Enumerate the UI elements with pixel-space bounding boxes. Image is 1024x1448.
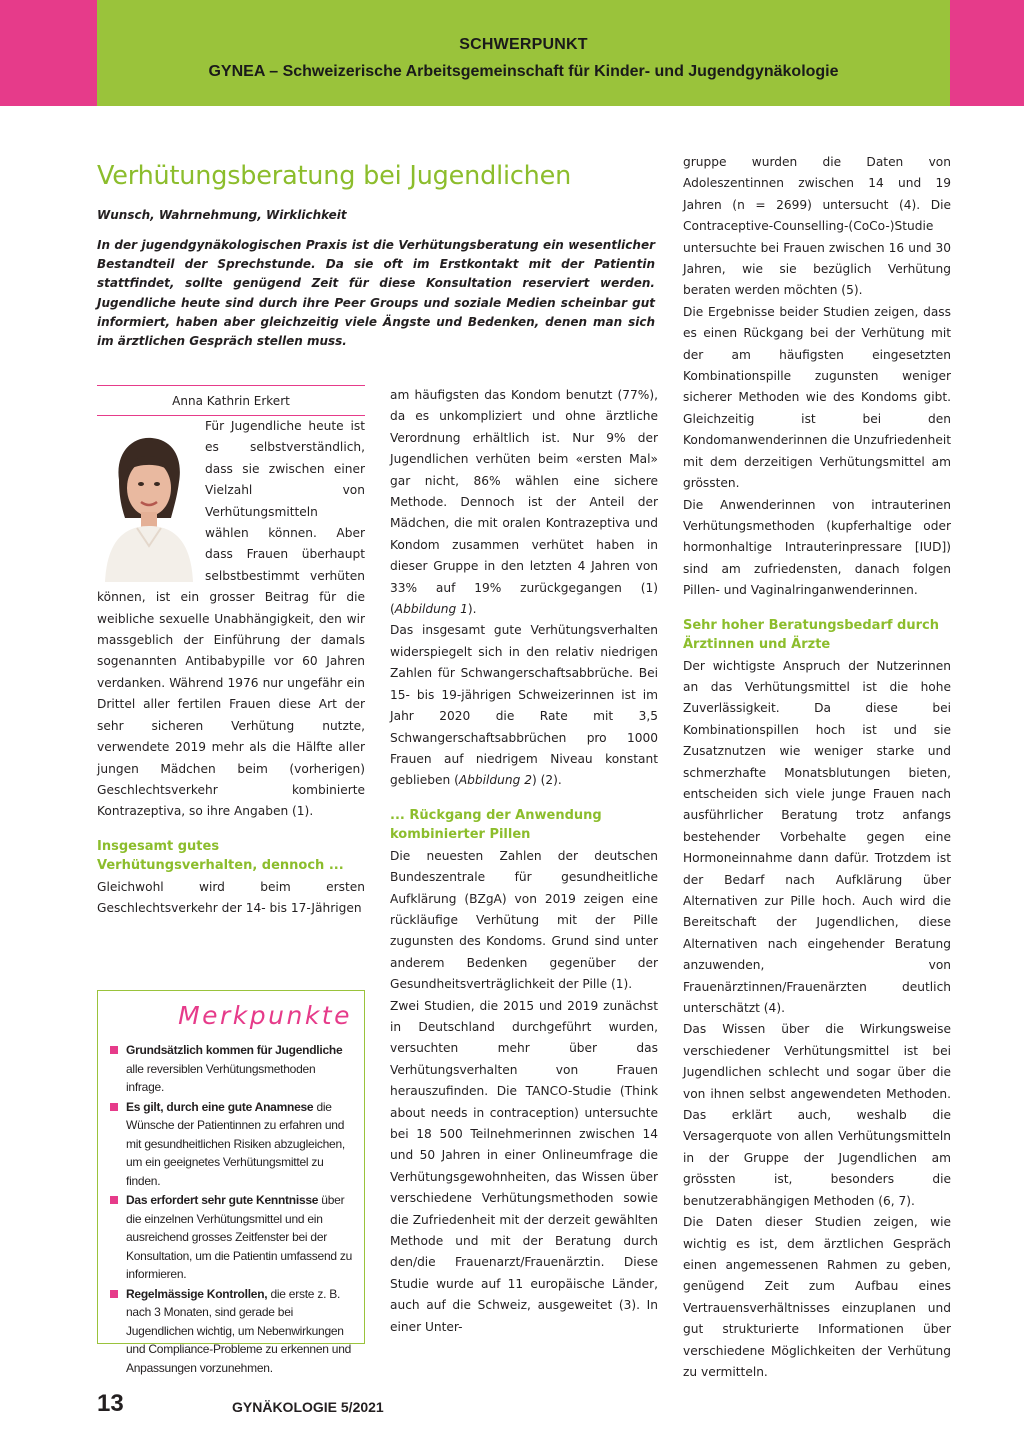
key-point-item [110,1191,354,1284]
col2-text: ). [467,602,477,617]
bullet-square-icon [110,1103,118,1111]
key-point-item [110,1098,354,1191]
key-points-title: Merkpunkte [178,1001,352,1030]
key-point-bold: Es gilt, durch eine gute Anamnese [126,1099,314,1114]
column-2 [390,385,658,1338]
col2-paragraph-4: Zwei Studien, die 2015 und 2019 zunächst in Deutschland durchgeführt wurden, versuchten mehr über das Verhütungsverhalten von Frauen herauszufinden. Die TANCO-Studie (Think about needs in contraception) untersuchte bei 18 500 Teilnehmerinnen zwischen 14 und 50 Jahren in einer Onlineumfrage die Verhütungsgewohnheiten, das Wissen über verschiedene Verhütungsmethoden sowie die Zufriedenheit mit der derzeit gewählten Methode und mit der Beratung durch den/die Frauenarzt/Frauenärztin. Diese Studie wurde auf 11 europäische Länder, auch auf die Schweiz, ausgeweitet (3). In einer Unter- [390,998,658,1334]
article-lead: In der jugendgynäkologischen Praxis ist die Verhütungsberatung ein wesentlicher Bestandteil der Sprechstunde. Da sie oft im Erstkontakt mit der Patientin stattfindet, sollte genügend Zeit für diese Konsultation reserviert werden. Jugendliche heute sind durch ihre Peer Groups und soziale Medien scheinbar gut informiert, haben aber gleichzeitig viele Ängste und Bedenken, denen man sich im ärztlichen Gespräch stellen muss. [97,238,655,349]
col2-paragraph-1 [390,385,658,620]
col3-paragraph-2: Die Ergebnisse beider Studien zeigen, dass es einen Rückgang bei der Verhütung mit der am häufigsten eingesetzten Kombinationspille zugunsten weniger sicherer Methoden wie des Kondoms gibt. Gleichzeitig ist bei den Kondomanwenderinnen die Unzufriedenheit mit dem derzeitigen Verhütungsmittel am grössten. [683,304,951,491]
section-kicker: SCHWERPUNKT [459,36,588,53]
key-point-bold: Regelmässige Kontrollen, [126,1286,268,1301]
key-point-text: alle reversiblen Verhütungsmethoden infrage. [126,1061,316,1094]
key-point-item [110,1285,354,1378]
column-1 [97,385,365,920]
col2-paragraph-3: Die neuesten Zahlen der deutschen Bundeszentrale für gesundheitliche Aufklärung (BZgA) von 2019 zeigen eine rückläufige Verhütung mit der Pille zugunsten des Kondoms. Grund sind unter anderem Bedenken gegenüber der Gesundheitsverträglichkeit der Pille (1). [390,848,658,992]
figure-reference: Abbildung 2 [458,773,532,788]
header-band [97,0,950,106]
col2-text: Das insgesamt gute Verhütungsverhalten widerspiegelt sich in den relativ niedrigen Zahlen für Schwangerschaftsabbrüche. Bei 15- bis 19-jährigen Schweizerinnen ist im Jahr 2020 die Rate mit 3,5 Schwangerschaftsabbrüchen pro 1000 Frauen auf niedrigem Niveau konstant geblieben ( [390,623,658,788]
section-heading-1: Insgesamt gutes Verhütungsverhalten, dennoch ... [97,838,344,873]
col3-paragraph-6: Die Daten dieser Studien zeigen, wie wichtig es ist, dem ärztlichen Gespräch einen angemessenen Rahmen zu geben, genügend Zeit zum Aufbau eines Vertrauensverhältnisses einzuplanen und gut strukturierte Informationen über verschiedene Möglichkeiten der Verhütung zu vermitteln. [683,1215,951,1379]
article-subtitle: Wunsch, Wahrnehmung, Wirklichkeit [97,208,347,222]
col2-text: am häufigsten das Kondom benutzt (77%), da es unkompliziert und ohne ärztliche Verordnung erhältlich ist. Nur 9% der Jugendlichen verhüten beim «ersten Mal» gar nicht, 86% wählen eine sichere Methode. Dennoch ist der Anteil der Mädchen, die mit oralen Kontrazeptiva und Kondom zusammen verhütet haben in dieser Gruppe in den letzten 4 Jahren von 33% auf 19% zurückgegangen (1) ( [390,388,658,617]
bullet-square-icon [110,1290,118,1298]
col3-paragraph-3: Die Anwenderinnen von intrauterinen Verhütungsmethoden (kupferhaltige oder hormonhaltige Intrauterinpressare [IUD]) sind am zufriedensten, danach folgen Pillen- und Vaginalringanwenderinnen. [683,497,951,598]
key-points-list [110,1041,354,1378]
section-heading-3: Sehr hoher Beratungsbedarf durch Ärztinnen und Ärzte [683,617,939,652]
col2-text: ) (2). [531,773,562,788]
bullet-square-icon [110,1046,118,1054]
journal-issue: GYNÄKOLOGIE 5/2021 [232,1399,384,1415]
col1-paragraph-2: Gleichwohl wird beim ersten Geschlechtsverkehr der 14- bis 17-Jährigen [97,879,365,916]
col1-paragraph-1: Für Jugendliche heute ist es selbstverständlich, dass sie zwischen einer Vielzahl von Verhütungsmitteln wählen können. Aber dass Frauen überhaupt selbstbestimmt verhüten können, ist ein grosser Beitrag für die weibliche sexuelle Unabhängigkeit, den wir massgeblich der Einführung der damals sogenannten Antibabypille vor 60 Jahren verdanken. Während 1976 nur ungefähr ein Drittel aller fertilen Frauen diese Art der sehr sicheren Verhütung nutzte, verwendete 2019 mehr als die Hälfte aller jungen Mädchen beim (vorherigen) Geschlechtsverkehr kombinierte Kontrazeptiva, so ihre Angaben (1). [97,419,365,819]
article-title: Verhütungsberatung bei Jugendlichen [97,161,572,191]
section-heading-2: ... Rückgang der Anwendung kombinierter Pillen [390,807,602,842]
key-point-text: die erste z. B. nach 3 Monaten, sind gerade bei Jugendlichen wichtig, um Nebenwirkungen und Compliance-Probleme zu erkennen und Anpassungen vorzunehmen. [126,1286,352,1375]
key-point-item [110,1041,354,1097]
key-point-bold: Das erfordert sehr gute Kenntnisse [126,1193,319,1207]
author-photo [97,422,197,582]
col3-paragraph-4: Der wichtigste Anspruch der Nutzerinnen an das Verhütungsmittel ist die hohe Zuverlässigkeit. Da diese bei Kombinationspillen hoch ist und sie Zusatznutzen wie weniger starke und schmerzhafte Monatsblutungen bieten, entscheiden sich viele junge Frauen nach ausführlicher Beratung trotz anfangs bestehender Vorbehalte gegen eine Hormoneinnahme dann dafür. Trotzdem ist der Bedarf nach Aufklärung über Alternativen zur Pille hoch. Auch wird die Bereitschaft der Jugendlichen, diese Alternativen nach eingehender Beratung anzuwenden, von Frauenärztinnen/Frauenärzten deutlich unterschätzt (4). [683,658,951,1016]
figure-reference: Abbildung 1 [394,602,468,617]
author-byline: Anna Kathrin Erkert [172,394,290,408]
col3-paragraph-5: Das Wissen über die Wirkungsweise verschiedener Verhütungsmittel ist bei Jugendlichen schlecht und sogar über die von ihnen selbst angewendeten Methoden. Das erklärt auch, weshalb die Versagerquote von allen Verhütungsmitteln in der Gruppe der Jugendlichen am grössten ist, besonders die benutzerabhängigen Methoden (6, 7). [683,1022,951,1208]
col3-paragraph-1: gruppe wurden die Daten von Adoleszentinnen zwischen 14 und 19 Jahren (n = 2699) untersucht (4). Die Contraceptive-Counselling-(CoCo-)Studie untersuchte bei Frauen zwischen 16 und 30 Jahren, wie sie bezüglich Verhütung beraten werden möchten (5). [683,155,951,298]
bullet-square-icon [110,1196,118,1204]
key-points-box [97,990,365,1375]
section-subtitle: GYNEA – Schweizerische Arbeitsgemeinschaft für Kinder- und Jugendgynäkologie [208,63,839,80]
key-point-text: über die einzelnen Verhütungsmittel und ein ausreichend grosses Zeitfenster bei der Konsultation, um die Patientin umfassend zu informieren. [126,1193,353,1281]
page-number: 13 [97,1390,124,1417]
column-3 [683,152,951,1383]
key-point-text: die Wünsche der Patientinnen zu erfahren und mit gesundheitlichen Risiken abzugleichen, um ein geeignetes Verhütungsmittel zu finden. [126,1099,345,1188]
header-pink-block-right [950,0,1024,106]
col2-paragraph-2 [390,620,658,791]
key-point-bold: Grundsätzlich kommen für Jugendliche [126,1043,343,1057]
header-pink-block-left [0,0,97,106]
